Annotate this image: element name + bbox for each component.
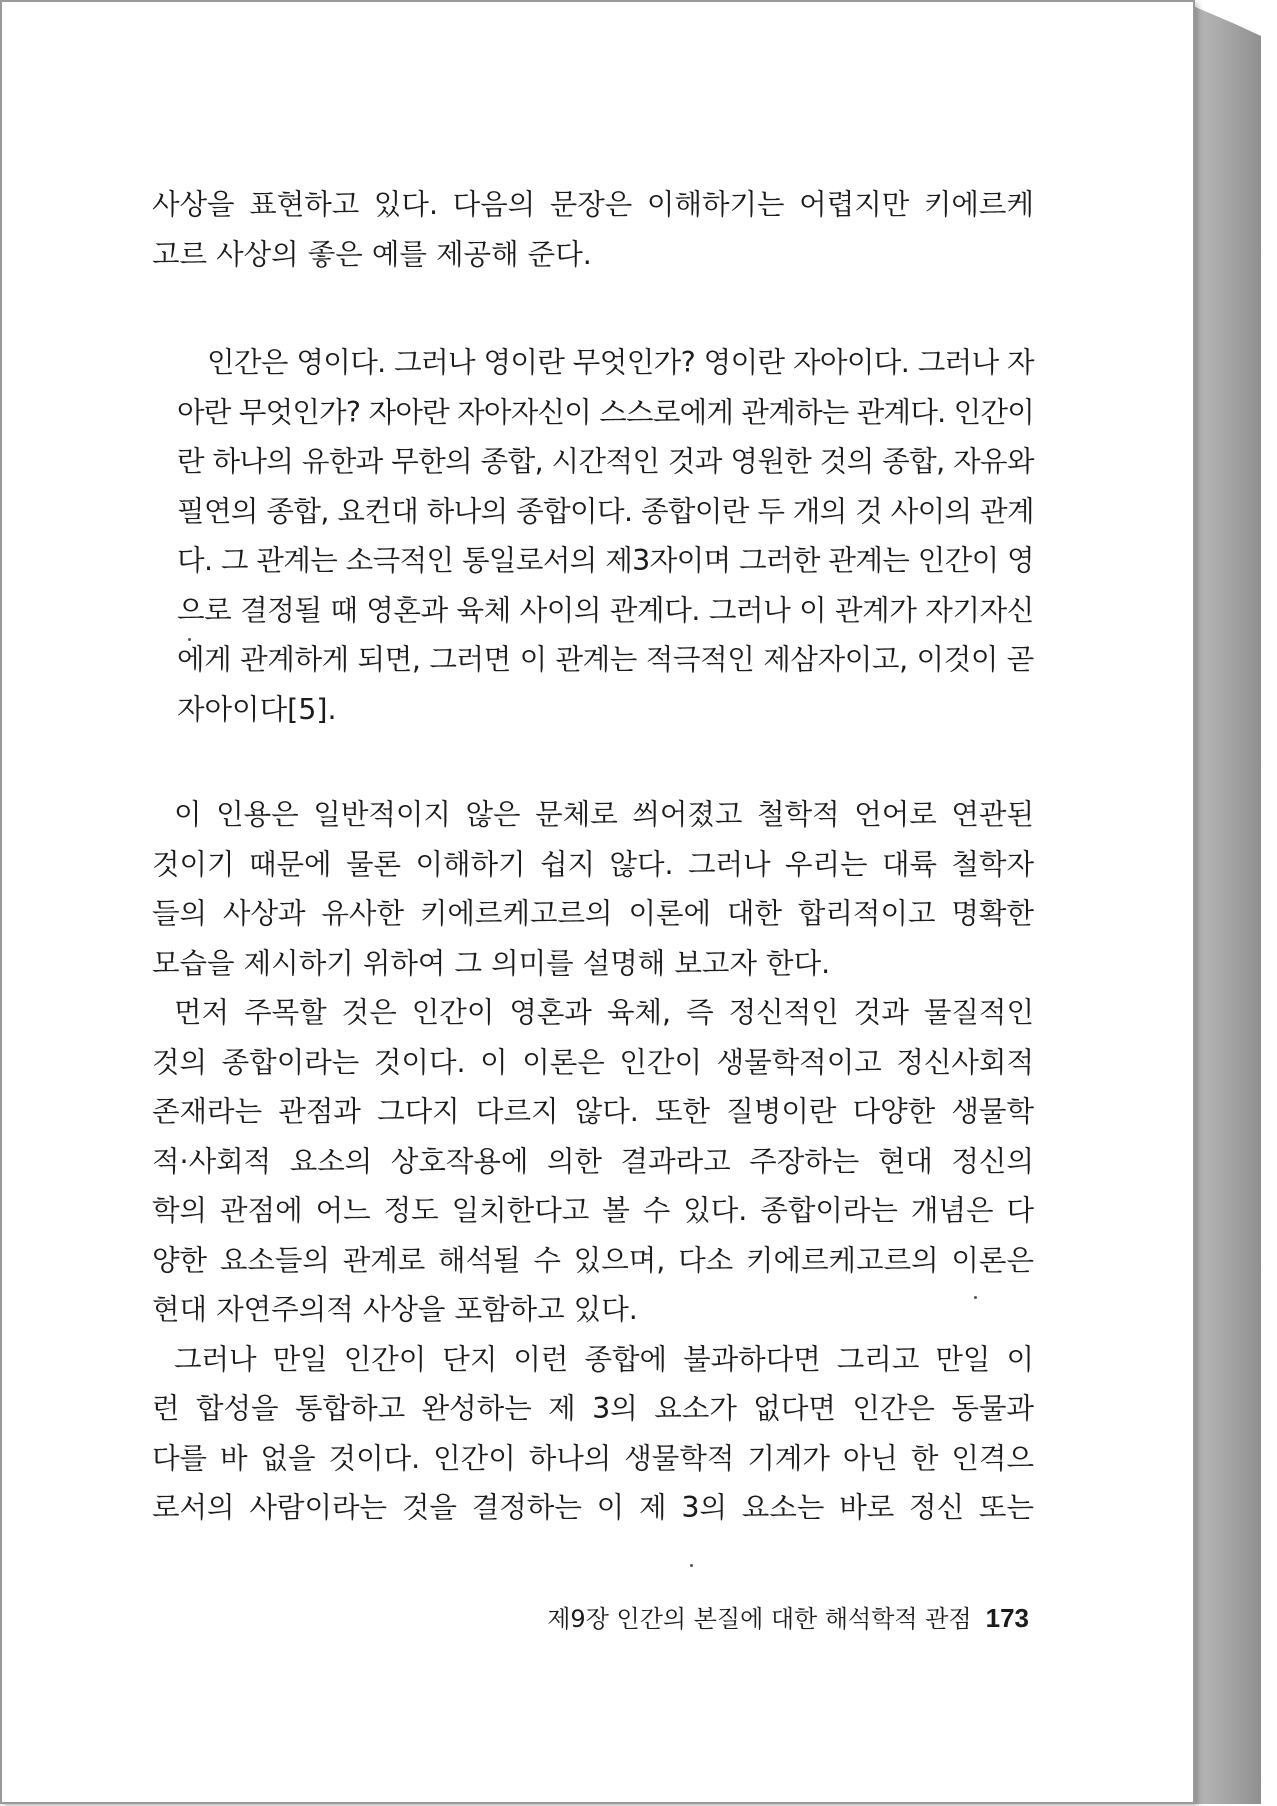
text-line: 양한 요소들의 관계로 해석될 수 있으며, 다소 키에르케고르의 이론은 (152, 1243, 1034, 1277)
text-line: 필연의 종합, 요컨대 하나의 종합이다. 종합이란 두 개의 것 사이의 관계 (177, 494, 1034, 528)
text-line: 런 합성을 통합하고 완성하는 제 3의 요소가 없다면 인간은 동물과 (152, 1392, 1034, 1425)
text-line: 로서의 사람이라는 것을 결정하는 이 제 3의 요소는 바로 정신 또는 (152, 1491, 1034, 1524)
body-text (152, 790, 1034, 1533)
scan-speck (690, 1564, 693, 1567)
page-number: 173 (985, 1603, 1029, 1633)
text-line: 학의 관점에 어느 정도 일치한다고 볼 수 있다. 종합이라는 개념은 다 (152, 1194, 1034, 1227)
text-line: 그러나 만일 인간이 단지 이런 종합에 불과하다면 그리고 만일 이 (174, 1342, 1034, 1376)
text-line: 인간은 영이다. 그러나 영이란 무엇인가? 영이란 자아이다. 그러나 자 (207, 346, 1034, 379)
text-line: 모습을 제시하기 위하여 그 의미를 설명해 보고자 한다. (152, 946, 831, 980)
text-line: 것이기 때문에 물론 이해하기 쉽지 않다. 그러나 우리는 대륙 철학자 (152, 847, 1034, 881)
text-line: 것의 종합이라는 것이다. 이 이론은 인간이 생물학적이고 정신사회적 (152, 1045, 1034, 1079)
text-line: 자아이다[5]. (177, 692, 337, 726)
text-line: 이 인용은 일반적이지 않은 문체로 씌어졌고 철학적 언어로 연관된 (174, 798, 1034, 831)
scan-speck (974, 1296, 977, 1299)
text-line: 으로 결정될 때 영혼과 육체 사이의 관계다. 그러나 이 관계가 자기자신 (177, 593, 1034, 627)
book-page-edge (1193, 6, 1261, 1804)
scan-speck (188, 638, 191, 641)
text-line: 현대 자연주의적 사상을 포함하고 있다. (152, 1293, 638, 1326)
running-title: 제9장 인간의 본질에 대한 해석학적 관점 (547, 1605, 972, 1633)
text-line: 고르 사상의 좋은 예를 제공해 준다. (152, 237, 592, 271)
block-quote (177, 338, 1034, 734)
text-line: 다를 바 없을 것이다. 인간이 하나의 생물학적 기계가 아닌 한 인격으 (152, 1441, 1034, 1475)
text-line: 사상을 표현하고 있다. 다음의 문장은 이해하기는 어렵지만 키에르케 (152, 188, 1034, 221)
text-line: 존재라는 관점과 그다지 다르지 않다. 또한 질병이란 다양한 생물학 (152, 1095, 1034, 1128)
page-footer (547, 1599, 1029, 1634)
text-line: 적·사회적 요소의 상호작용에 의한 결과라고 주장하는 현대 정신의 (152, 1144, 1034, 1178)
text-line: 들의 사상과 유사한 키에르케고르의 이론에 대한 합리적이고 명확한 (152, 897, 1034, 930)
text-line: 아란 무엇인가? 자아란 자아자신이 스스로에게 관계하는 관계다. 인간이 (177, 395, 1034, 429)
text-line: 먼저 주목할 것은 인간이 영혼과 육체, 즉 정신적인 것과 물질적인 (174, 996, 1034, 1029)
intro-paragraph (152, 180, 1034, 279)
text-line: 다. 그 관계는 소극적인 통일로서의 제3자이며 그러한 관계는 인간이 영 (177, 544, 1034, 577)
text-line: 에게 관계하게 되면, 그러면 이 관계는 적극적인 제삼자이고, 이것이 곧 (177, 643, 1034, 676)
text-line: 란 하나의 유한과 무한의 종합, 시간적인 것과 영원한 것의 종합, 자유와 (177, 445, 1034, 478)
